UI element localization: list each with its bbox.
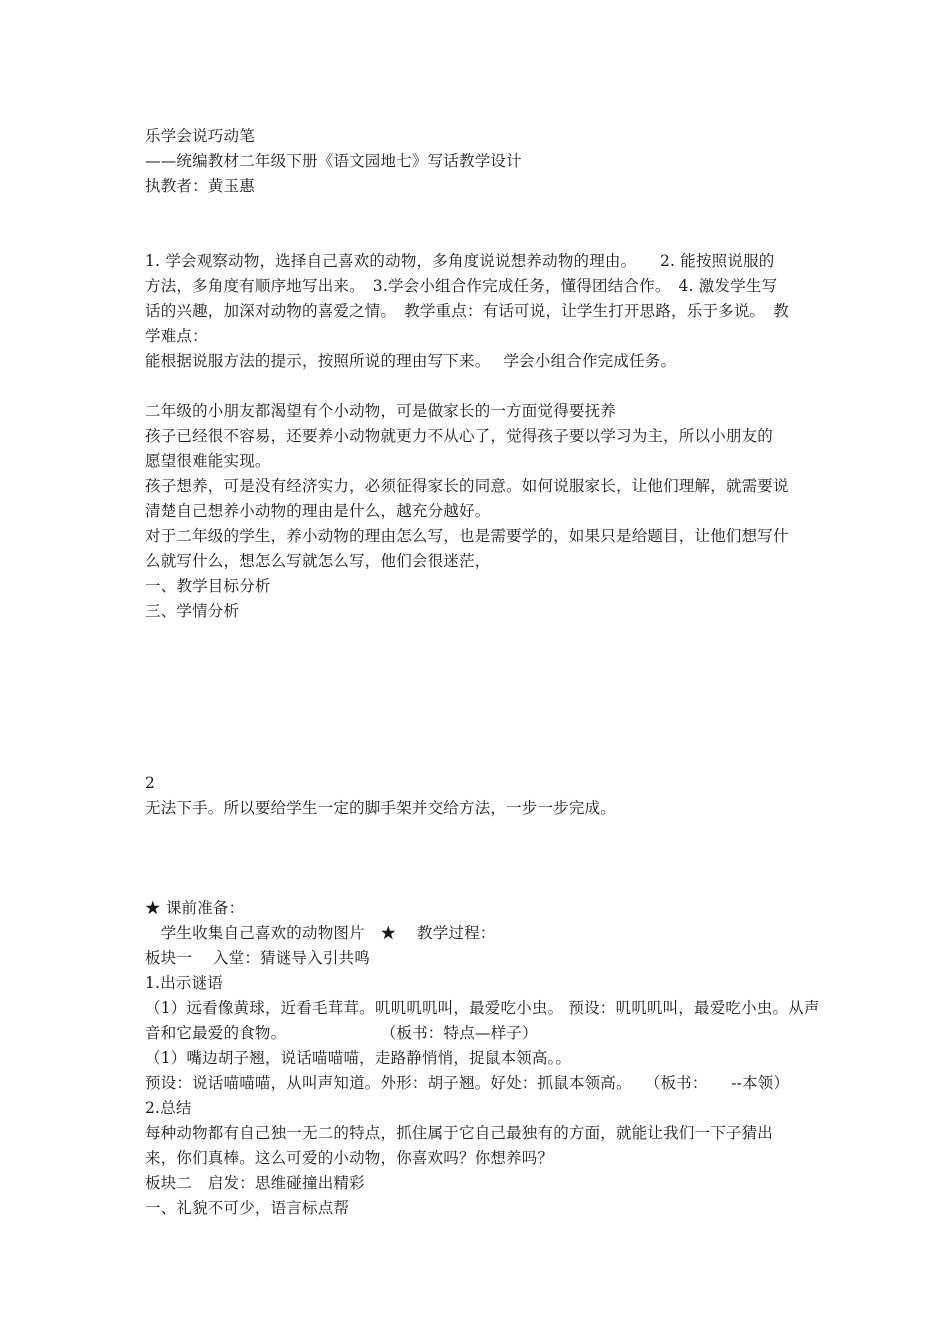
analysis-line: 清楚自己想养小动物的理由是什么，越充分越好。 (145, 502, 491, 520)
continuation-line: 无法下手。所以要给学生一定的脚手架并交给方法，一步一步完成。 (145, 799, 617, 817)
process-line: 每种动物都有自己独一无二的特点，抓住属于它自己最独有的方面，就能让我们一下子猜出 (145, 1124, 774, 1142)
analysis-line: 二年级的小朋友都渴望有个小动物，可是做家长的一方面觉得要抚养 (145, 402, 617, 420)
goals-line: 方法，多角度有顺序地写出来。 3.学会小组合作完成任务，懂得团结合作。 4. 激发学生写 (145, 277, 778, 295)
process-line: 板块一 入堂：猜谜导入引共鸣 (145, 949, 370, 967)
process-line: 音和它最爱的食物。 （板书：特点—样子） (145, 1024, 538, 1042)
process-line: 2.总结 (145, 1099, 192, 1117)
process-line: 来，你们真棒。这么可爱的小动物，你喜欢吗？你想养吗？ (145, 1149, 554, 1167)
doc-author: 执教者：黄玉惠 (145, 177, 255, 195)
goals-line: 话的兴趣，加深对动物的喜爱之情。 教学重点：有话可说，让学生打开思路，乐于多说。 教 (145, 302, 789, 320)
analysis-line: 么就写什么，想怎么写就怎么写，他们会很迷茫， (145, 552, 491, 570)
process-line: ★ 课前准备： (145, 899, 245, 917)
doc-subtitle: ——统编教材二年级下册《语文园地七》写话教学设计 (145, 152, 522, 170)
page-number: 2 (145, 774, 156, 792)
process-line: （1）嘴边胡子翘，说话喵喵喵，走路静悄悄，捉鼠本领高。。 (145, 1049, 572, 1067)
section-heading: 三、学情分析 (145, 602, 240, 620)
process-line: （1）远看像黄球，近看毛茸茸。叽叽叽叽叫，最爱吃小虫。 预设：叽叽叽叫，最爱吃小虫。从声 (145, 999, 820, 1017)
process-line: 预设：说话喵喵喵，从叫声知道。外形：胡子翘。好处：抓鼠本领高。 （板书： --本领） (145, 1074, 790, 1092)
doc-title: 乐学会说巧动笔 (145, 127, 255, 145)
process-line: 1.出示谜语 (145, 974, 223, 992)
analysis-line: 孩子想养，可是没有经济实力，必须征得家长的同意。如何说服家长，让他们理解，就需要说 (145, 477, 789, 495)
section-heading: 一、教学目标分析 (145, 577, 271, 595)
goals-line: 能根据说服方法的提示，按照所说的理由写下来。 学会小组合作完成任务。 (145, 352, 677, 370)
goals-line: 学难点： (145, 327, 208, 345)
process-line: 一、礼貌不可少，语言标点帮 (145, 1199, 350, 1217)
process-line: 板块二 启发：思维碰撞出精彩 (145, 1174, 365, 1192)
analysis-line: 对于二年级的学生，养小动物的理由怎么写，也是需要学的，如果只是给题目，让他们想写什 (145, 527, 789, 545)
analysis-line: 愿望很难能实现。 (145, 452, 271, 470)
analysis-line: 孩子已经很不容易，还要养小动物就更力不从心了，觉得孩子要以学习为主，所以小朋友的 (145, 427, 774, 445)
goals-line: 1. 学会观察动物，选择自己喜欢的动物，多角度说说想养动物的理由。 2. 能按照说服的 (145, 252, 775, 270)
process-line: 学生收集自己喜欢的动物图片 ★ 教学过程： (145, 924, 496, 942)
